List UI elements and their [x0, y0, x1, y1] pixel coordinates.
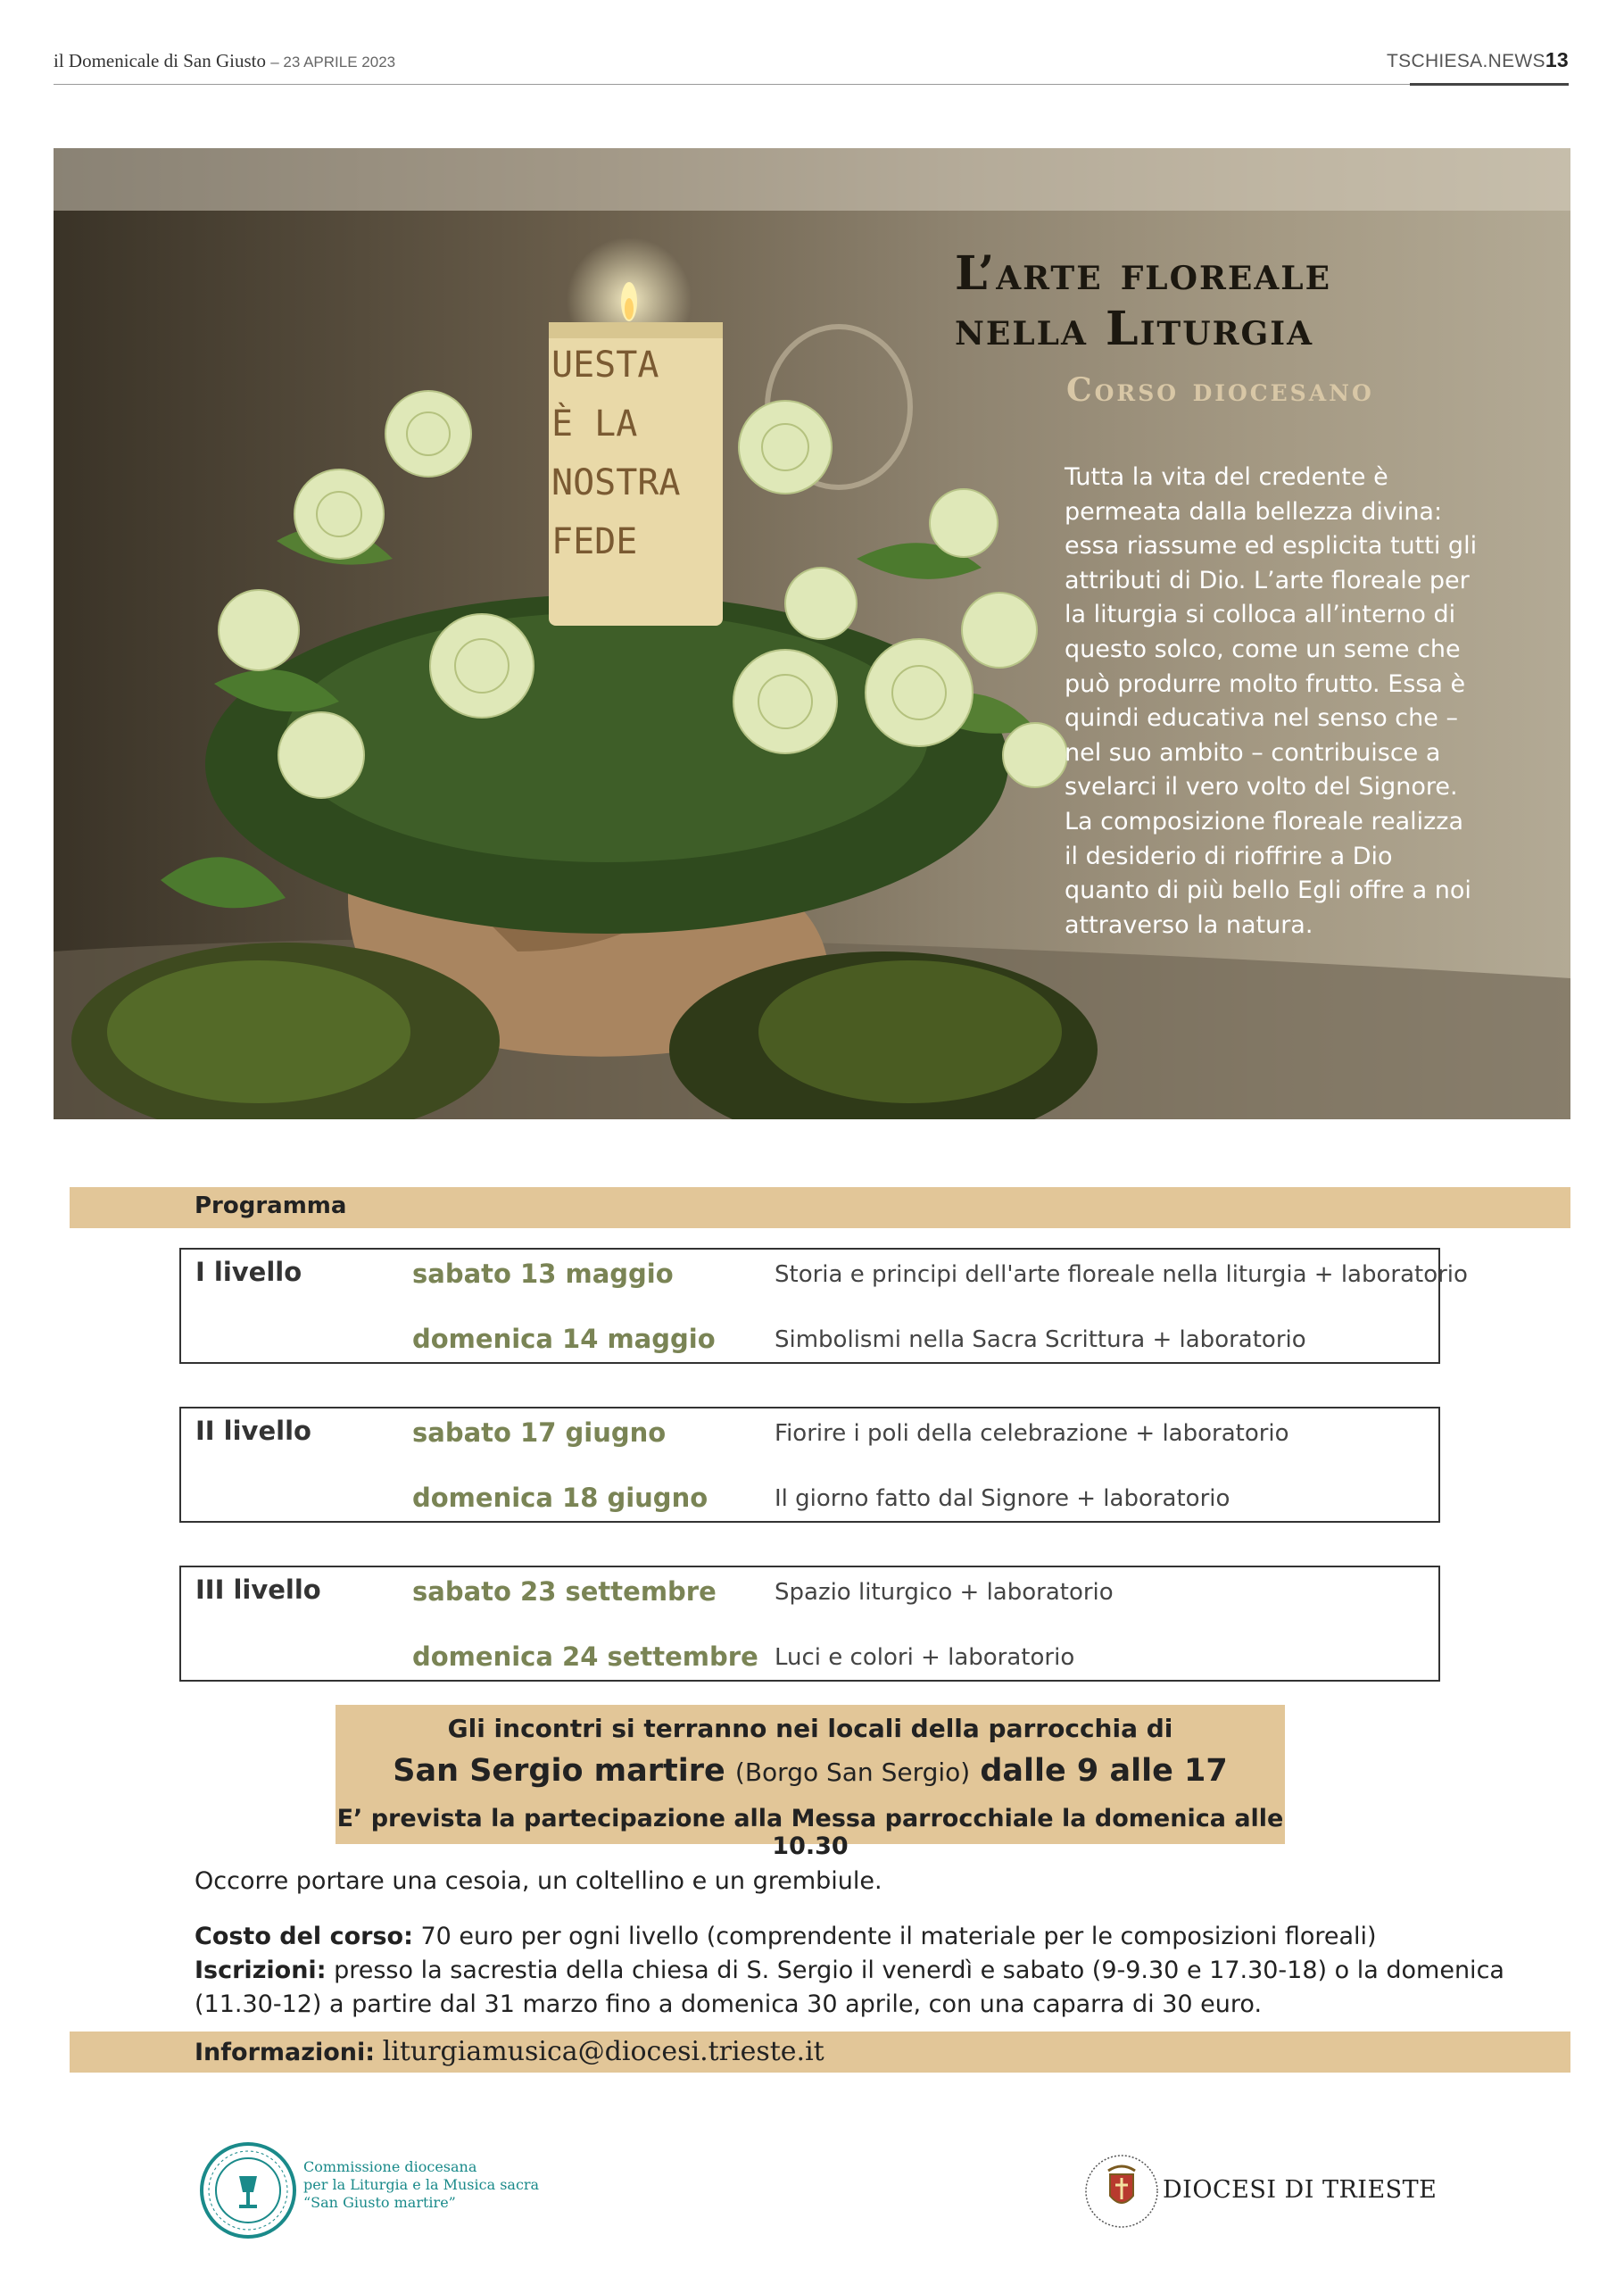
commission-seal-icon: [198, 2140, 298, 2240]
cost-text: 70 euro per ogni livello (comprendente il materiale per le composizioni floreali): [420, 1923, 1377, 1950]
session-topic: Spazio liturgico + laboratorio: [775, 1579, 1114, 1606]
candle-text-line: NOSTRA: [551, 462, 681, 503]
candle-text-line: UESTA: [551, 345, 659, 386]
session-date: domenica 14 maggio: [412, 1324, 716, 1354]
session-date: domenica 24 settembre: [412, 1641, 758, 1672]
cost-label: Costo del corso:: [195, 1923, 413, 1950]
publication-date: – 23 APRILE 2023: [270, 54, 396, 71]
session-date: sabato 13 maggio: [412, 1259, 674, 1289]
article-intro: [1065, 461, 1484, 943]
header-rule: [54, 84, 1569, 85]
article-title-line: nella Liturgia: [955, 302, 1314, 356]
level-name: III livello: [195, 1575, 321, 1605]
registration-text: presso la sacrestia della chiesa di S. Sergio il venerdì e sabato (9-9.30 e 17.30-18) o la domenica: [334, 1957, 1504, 1984]
article-intro-paragraph: Tutta la vita del credente è permeata dalla bellezza divina: essa riassume ed esplicita tutti gli attributi di Dio. L’arte floreale per la liturgia si colloca all’interno di questo solco, come un seme che può produrre molto frutto. Essa è quindi educativa nel senso che – nel suo ambito – contribuisce a svelarci il vero volto del Signore.: [1065, 463, 1478, 802]
session-topic: Fiorire i poli della celebrazione + laboratorio: [775, 1420, 1289, 1447]
registration-line: [195, 1957, 1504, 1984]
venue-parish: San Sergio martire: [393, 1753, 725, 1789]
registration-label: Iscrizioni:: [195, 1957, 327, 1984]
info-label: Informazioni:: [195, 2039, 376, 2066]
commission-name: [303, 2158, 539, 2212]
level-box: [179, 1248, 1468, 1364]
article-title-line: L’arte floreale: [955, 246, 1332, 301]
venue-district: (Borgo San Sergio): [734, 1757, 971, 1787]
level-box: [179, 1407, 1440, 1523]
info-line: [195, 2036, 824, 2067]
article-intro-paragraph: La composizione floreale realizza il desiderio di rioffrire a Dio quanto di più bello Egli offre a noi attraverso la natura.: [1065, 807, 1471, 939]
header-rule-accent: [1410, 83, 1569, 86]
session-date: sabato 23 settembre: [412, 1576, 717, 1607]
article-title: [955, 246, 1331, 357]
info-email-link[interactable]: liturgiamusica@diocesi.trieste.it: [382, 2036, 824, 2067]
commission-name-line: “San Giusto martire”: [303, 2194, 456, 2211]
candle-text: [551, 336, 721, 571]
venue-box: [336, 1705, 1285, 1860]
level-box: [179, 1566, 1440, 1682]
page-number: 13: [1545, 48, 1569, 71]
cost-line: [195, 1923, 1377, 1950]
diocese-crest-icon: [1081, 2151, 1162, 2231]
session-date: domenica 18 giugno: [412, 1483, 708, 1513]
session-topic: Simbolismi nella Sacra Scrittura + laboratorio: [775, 1326, 1306, 1353]
venue-mass-note: E’ prevista la partecipazione alla Messa parrocchiale la domenica alle 10.30: [336, 1805, 1284, 1860]
publication-name: il Domenicale di San Giusto: [54, 50, 266, 71]
venue-hours: dalle 9 alle 17: [980, 1753, 1228, 1789]
venue-place: [336, 1753, 1285, 1789]
level-name: II livello: [195, 1416, 311, 1446]
candle-text-line: FEDE: [551, 521, 638, 562]
programma-label: Programma: [195, 1192, 347, 1219]
session-topic: Il giorno fatto dal Signore + laboratorio: [775, 1485, 1230, 1512]
bring-note: Occorre portare una cesoia, un coltellino e un grembiule.: [195, 1867, 882, 1895]
publication-header: [54, 50, 395, 72]
session-date: sabato 17 giugno: [412, 1417, 667, 1448]
diocese-name: DIOCESI DI TRIESTE: [1163, 2176, 1438, 2204]
article-subtitle: Corso diocesano: [1066, 371, 1374, 409]
level-name: I livello: [195, 1257, 302, 1287]
venue-intro: Gli incontri si terranno nei locali della parrocchia di: [447, 1714, 1173, 1743]
candle-text-line: È LA: [551, 403, 638, 445]
site-header: [1387, 48, 1569, 72]
commission-name-line: Commissione diocesana: [303, 2158, 477, 2175]
session-topic: Luci e colori + laboratorio: [775, 1644, 1075, 1671]
session-topic: Storia e principi dell'arte floreale nella liturgia + laboratorio: [775, 1261, 1468, 1288]
site-name: TSCHIESA.NEWS: [1387, 51, 1545, 71]
hero-photo: [54, 148, 1570, 1119]
commission-name-line: per la Liturgia e la Musica sacra: [303, 2176, 540, 2193]
registration-line-cont: (11.30-12) a partire dal 31 marzo fino a domenica 30 aprile, con una caparra di 30 euro.: [195, 1990, 1263, 2018]
